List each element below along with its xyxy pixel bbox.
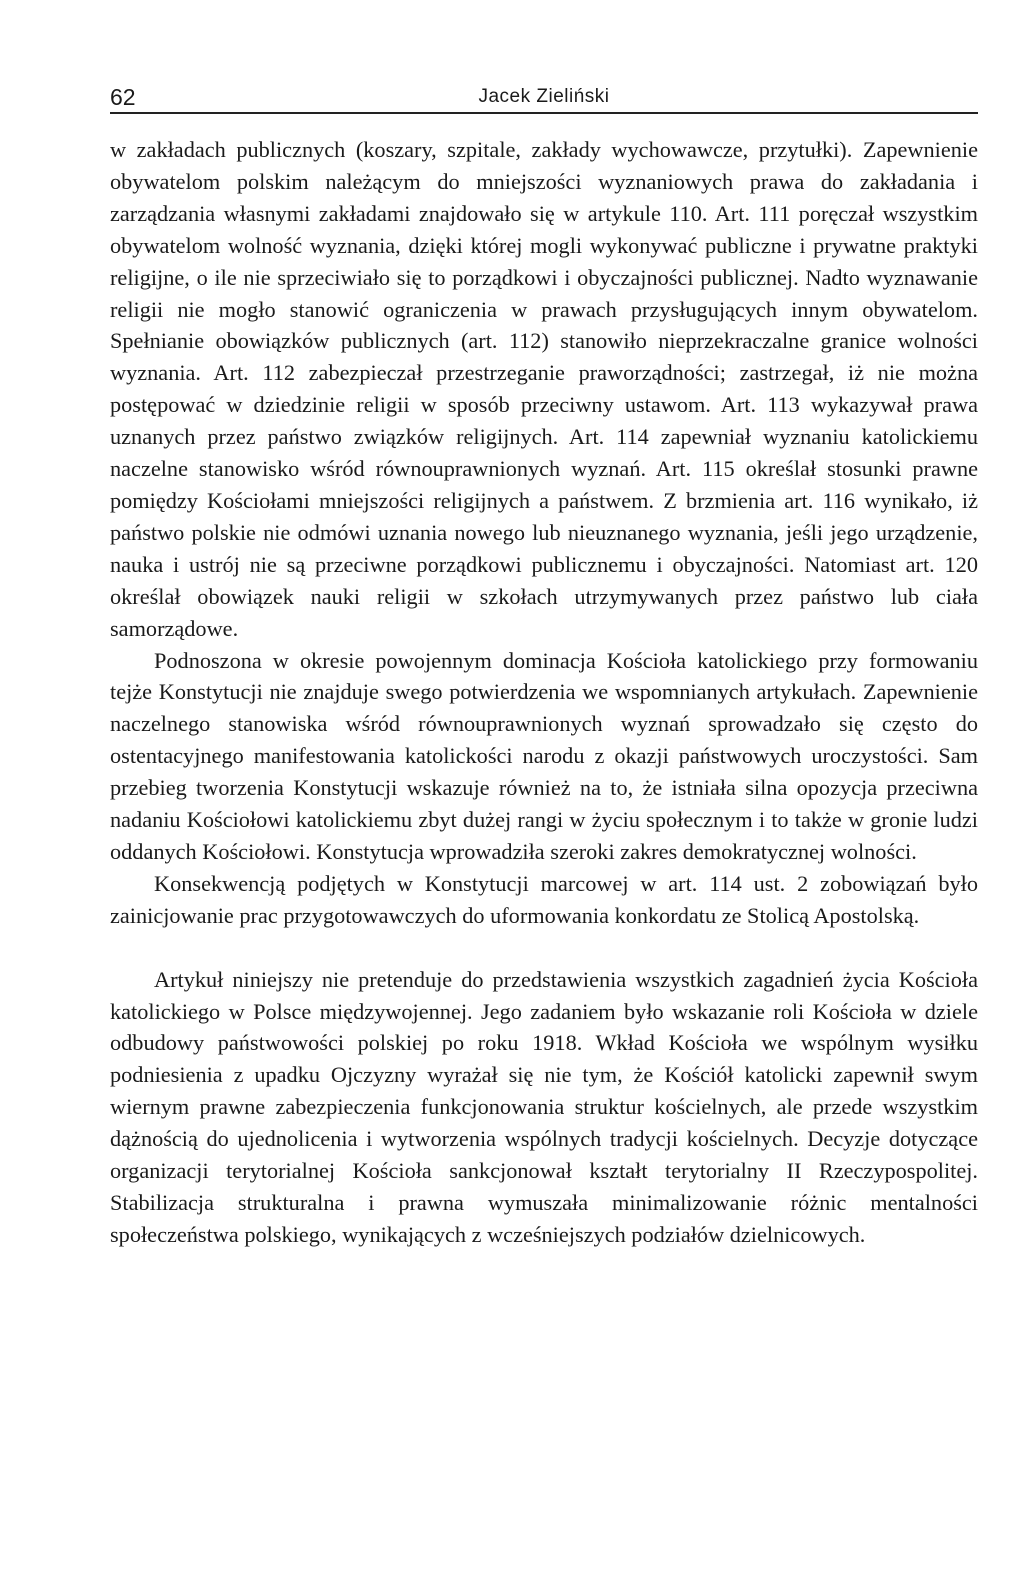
page-number: 62 bbox=[110, 84, 136, 110]
body-text bbox=[110, 134, 978, 1251]
book-page bbox=[110, 78, 978, 1251]
paragraph: Podnoszona w okresie powojennym dominacja Kościoła katolickiego przy formowaniu tejże Konstytucji nie znajduje swego potwierdzenia we wspomnianych artykułach. Zapewnienie naczelnego stanowiska wśród równouprawnionych wyznań sprowadzało się często do ostentacyjnego manifestowania katolickości narodu z okazji państwowych uroczystości. Sam przebieg tworzenia Konstytucji wskazuje również na to, że istniała silna opozycja przeciwna nadaniu Kościołowi katolickiemu zbyt dużej rangi w życiu społecznym i to także w gronie ludzi oddanych Kościołowi. Konstytucja wprowadziła szeroki zakres demokratycznej wolności. bbox=[110, 647, 978, 864]
author-running-title: Jacek Zieliński bbox=[478, 86, 610, 107]
paragraph-continuation: w zakładach publicznych (koszary, szpitale, zakłady wychowawcze, przytułki). Zapewnienie obywatelom polskim należącym do mniejszości wyznaniowych prawa do zakładania i zarządzania własnymi zakładami znajdowało się w artykule 110. Art. 111 poręczał wszystkim obywatelom wolność wyznania, dzięki której mogli wykonywać publiczne i prywatne praktyki religijne, o ile nie sprzeciwiało się to porządkowi i obyczajności publicznej. Nadto wyznawanie religii nie mogło stanowić ograniczenia w prawach przysługujących innym obywatelom. Spełnianie obowiązków publicznych (art. 112) stanowiło nieprzekraczalne granice wolności wyznania. Art. 112 zabezpieczał przestrzeganie praworządności; zastrzegał, iż nie można postępować w dziedzinie religii w sposób przeciwny ustawom. Art. 113 wykazywał prawa uznanych przez państwo związków religijnych. Art. 114 zapewniał wyznaniu katolickiemu naczelne stanowisko wśród równouprawnionych wyznań. Art. 115 określał stosunki prawne pomiędzy Kościołami mniejszości religijnych a państwem. Z brzmienia art. 116 wynikało, iż państwo polskie nie odmówi uznania nowego lub nieuznanego wyznania, jeśli jego urządzenie, nauka i ustrój nie są przeciwne porządkowi publicznemu i obyczajności. Natomiast art. 120 określał obowiązek nauki religii w szkołach utrzymywanych przez państwo lub ciała samorządowe. bbox=[110, 137, 978, 641]
paragraph-conclusion: Artykuł niniejszy nie pretenduje do przedstawienia wszystkich zagadnień życia Kościoła katolickiego w Polsce międzywojennej. Jego zadaniem było wskazanie roli Kościoła w dziele odbudowy państwowości polskiej po roku 1918. Wkład Kościoła we wspólnym wysiłku podniesienia z upadku Ojczyzny wyrażał się nie tym, że Kościół katolicki zapewnił swym wiernym prawne zabezpieczenia funkcjonowania struktur kościelnych, ale przede wszystkim dążnością do ujednolicenia i wytworzenia wspólnych tradycji kościelnych. Decyzje dotyczące organizacji terytorialnej Kościoła sankcjonował kształt terytorialny II Rzeczypospolitej. Stabilizacja strukturalna i prawna wymuszała minimalizowanie różnic mentalności społeczeństwa polskiego, wynikających z wcześniejszych podziałów dzielnicowych. bbox=[110, 966, 978, 1247]
running-header bbox=[110, 78, 978, 114]
section-break bbox=[110, 932, 978, 964]
paragraph: Konsekwencją podjętych w Konstytucji marcowej w art. 114 ust. 2 zobowiązań było zainicjowanie prac przygotowawczych do uformowania konkordatu ze Stolicą Apostolską. bbox=[110, 870, 978, 928]
